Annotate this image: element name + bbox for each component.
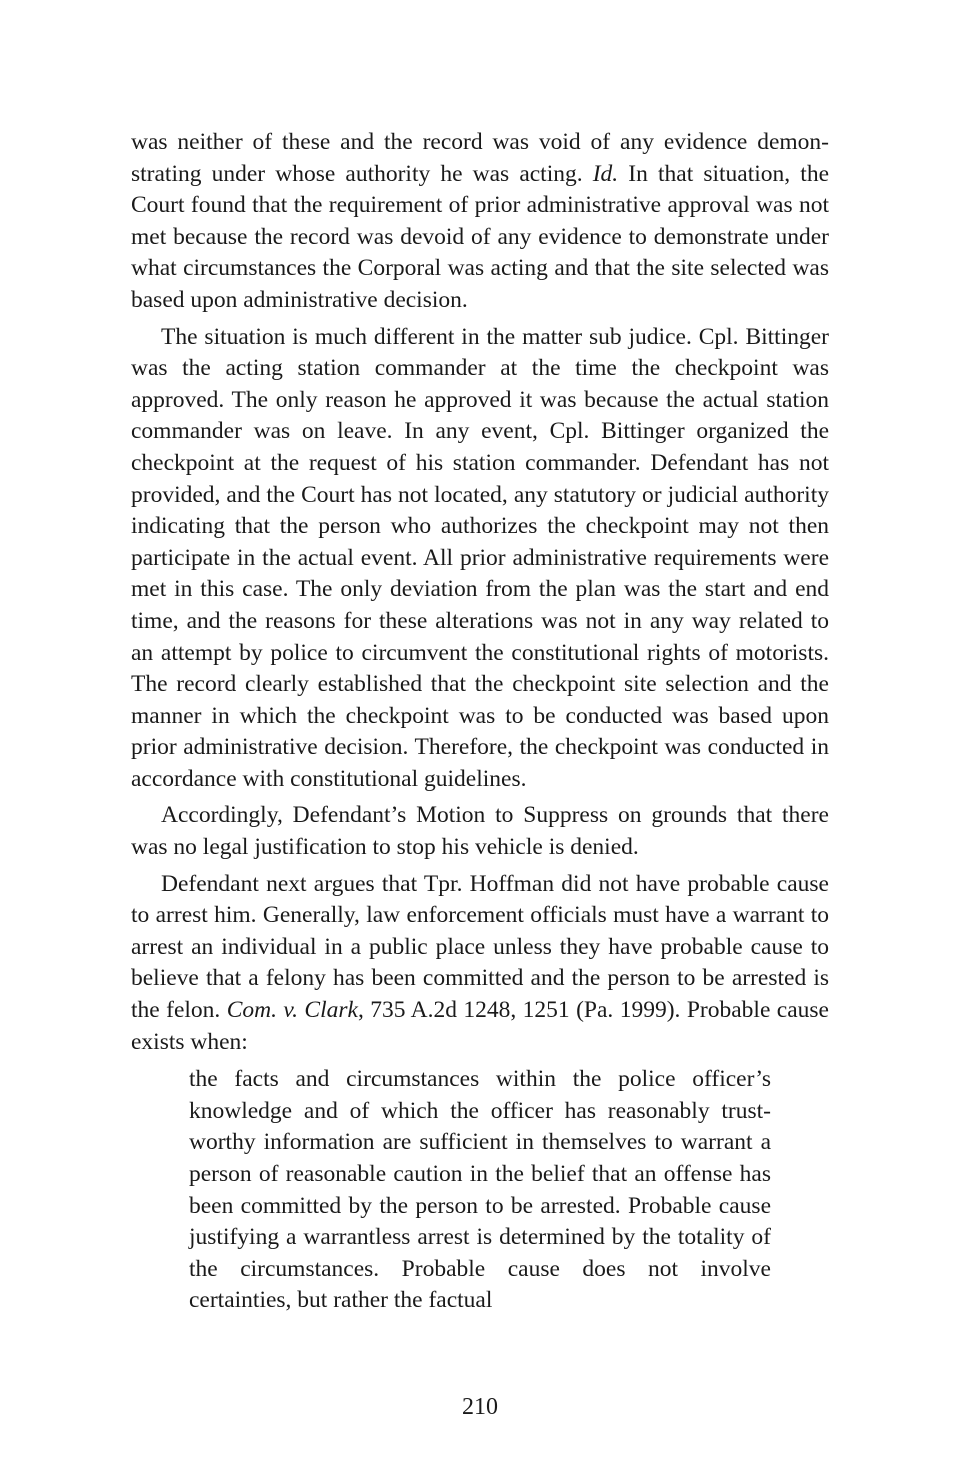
text-segment: In that situation, the Court found that the requirement of prior administrative approval was not met because the record was devoid of any evidence to demonstrate under what circumstances the Corporal was acting and that the site selected was based upon administrative decision. [131,160,829,313]
text-segment: was neither of these and the record was void of any evidence demonstrating under whose authority he was acting. [131,129,829,187]
page-body [131,127,829,1317]
page-number: 210 [462,1394,498,1420]
text-segment: Accordingly, Defendant’s Motion to Suppress on grounds that there was no legal justification to stop his vehicle is denied. [131,802,829,861]
text-segment: The situation is much different in the matter sub judice. Cpl. Bittinger was the acting station commander at the time the checkpoint was approved. The only reason he approved it was because the actual station commander was on leave. In any event, Cpl. Bittinger organized the checkpoint at the request of his station commander. Defendant has not provided, and the Court has not located, any statutory or judicial authority indicating that the person who authorizes the checkpoint may not then participate in the actual event. All prior administrative requirements were met in this case. The only deviation from the plan was the start and end time, and the reasons for these alterations was not in any way related to an attempt by police to circumvent the constitutional rights of motorists. The record clearly established that the checkpoint site selection and the manner in which the checkpoint was to be conducted was based upon prior administrative decision. Therefore, the checkpoint was conducted in accordance with constitutional guidelines. [131,323,829,792]
text-segment: Defendant next argues that Tpr. Hoffman did not have probable cause to arrest him. Generally, law enforcement officials must have a warrant to arrest an individual in a public place unless they have probable cause to believe that a felony has been committed and the person to be arrested is the felon. [131,870,829,1024]
paragraph-2 [131,322,829,796]
paragraph-4 [131,869,829,1059]
citation-id: Id. [592,160,619,187]
block-quote: the facts and circumstances within the police officer’s knowledge and of which the officer has reasonably trustworthy information are sufficient in themselves to warrant a person of reasonable caution in the belief that an offense has been committed by the person to be arrested. Probable cause justifying a warrantless arrest is determined by the totality of the circumstances. Probable cause does not involve certainties, but rather the factual [189,1066,771,1314]
paragraph-1 [131,127,829,317]
paragraph-3 [131,800,829,863]
text-segment: , 735 A.2d 1248, 1251 (Pa. 1999). Probable cause exists when: [131,997,829,1055]
case-citation: Com. v. Clark [226,997,358,1024]
